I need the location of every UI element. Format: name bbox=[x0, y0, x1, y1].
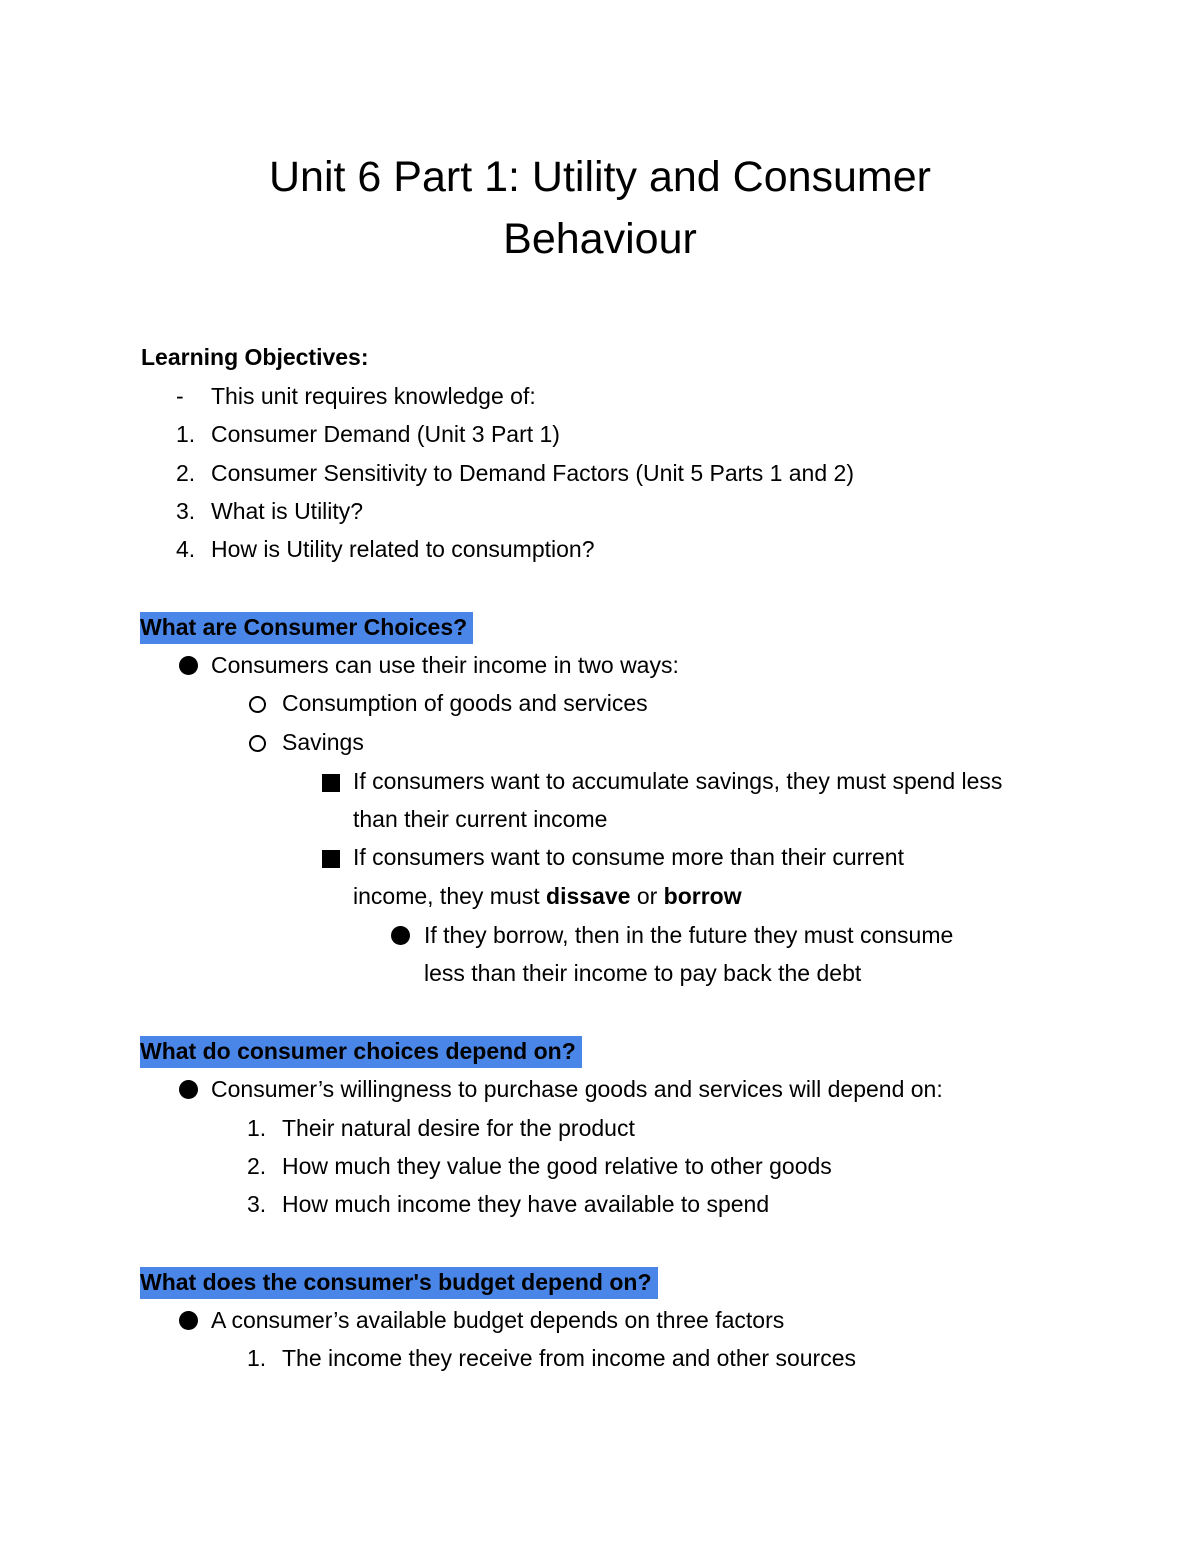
objective-number-2: 2. bbox=[176, 460, 196, 486]
term-dissave: dissave bbox=[546, 883, 631, 909]
bullet-circle-icon bbox=[249, 696, 266, 713]
highlighted-heading: What does the consumer's budget depend on? bbox=[140, 1267, 658, 1299]
bullet-square-icon bbox=[322, 850, 340, 868]
highlighted-heading: What do consumer choices depend on? bbox=[140, 1036, 582, 1068]
budget-number-1: 1. bbox=[247, 1345, 267, 1371]
page-title-line-1: Unit 6 Part 1: Utility and Consumer bbox=[269, 153, 931, 201]
savings-point-1-line-1: If consumers want to accumulate savings, they must spend less bbox=[353, 768, 1003, 794]
section-heading-choices-depend bbox=[141, 1036, 582, 1066]
borrow-note-line-2: less than their income to pay back the debt bbox=[424, 960, 862, 986]
bullet-disc-icon bbox=[391, 926, 410, 945]
depend-number-1: 1. bbox=[247, 1115, 267, 1141]
depend-number-2: 2. bbox=[247, 1153, 267, 1179]
savings-point-2-line-1: If consumers want to consume more than their current bbox=[353, 844, 904, 870]
objective-number-1: 1. bbox=[176, 421, 196, 447]
depend-number-3: 3. bbox=[247, 1191, 267, 1217]
bullet-disc-icon bbox=[179, 1311, 198, 1330]
section1-bullet: Consumers can use their income in two ways: bbox=[211, 652, 679, 678]
objective-item-4: How is Utility related to consumption? bbox=[211, 536, 595, 562]
depend-item-2: How much they value the good relative to other goods bbox=[282, 1153, 832, 1179]
bullet-disc-icon bbox=[179, 656, 198, 675]
savings-point-2-line-2 bbox=[353, 881, 742, 911]
section2-bullet: Consumer’s willingness to purchase goods and services will depend on: bbox=[211, 1076, 943, 1102]
objectives-heading: Learning Objectives: bbox=[141, 344, 369, 370]
budget-item-1: The income they receive from income and other sources bbox=[282, 1345, 856, 1371]
dash-marker: - bbox=[176, 383, 184, 409]
objective-number-3: 3. bbox=[176, 498, 196, 524]
bullet-circle-icon bbox=[249, 735, 266, 752]
depend-item-3: How much income they have available to spend bbox=[282, 1191, 770, 1217]
page-title-line-2: Behaviour bbox=[503, 215, 697, 263]
section-heading-consumer-choices bbox=[141, 612, 473, 642]
objective-item-1: Consumer Demand (Unit 3 Part 1) bbox=[211, 421, 560, 447]
objective-item-2: Consumer Sensitivity to Demand Factors (Unit 5 Parts 1 and 2) bbox=[211, 460, 854, 486]
objective-item-3: What is Utility? bbox=[211, 498, 364, 524]
page-title bbox=[0, 146, 1200, 270]
bullet-square-icon bbox=[322, 774, 340, 792]
conjunction-text: or bbox=[630, 883, 664, 909]
highlighted-heading: What are Consumer Choices? bbox=[140, 612, 473, 644]
borrow-note-line-1: If they borrow, then in the future they must consume bbox=[424, 922, 954, 948]
objective-number-4: 4. bbox=[176, 536, 196, 562]
depend-item-1: Their natural desire for the product bbox=[282, 1115, 635, 1141]
bullet-disc-icon bbox=[179, 1080, 198, 1099]
section1-sub-savings: Savings bbox=[282, 729, 364, 755]
term-borrow: borrow bbox=[663, 883, 742, 909]
savings-point-1-line-2: than their current income bbox=[353, 806, 608, 832]
objectives-intro: This unit requires knowledge of: bbox=[211, 383, 536, 409]
section1-sub-consumption: Consumption of goods and services bbox=[282, 690, 648, 716]
section-heading-budget-depend bbox=[141, 1267, 658, 1297]
section3-bullet: A consumer’s available budget depends on three factors bbox=[211, 1307, 785, 1333]
savings-point-2-text: income, they must bbox=[353, 883, 547, 909]
